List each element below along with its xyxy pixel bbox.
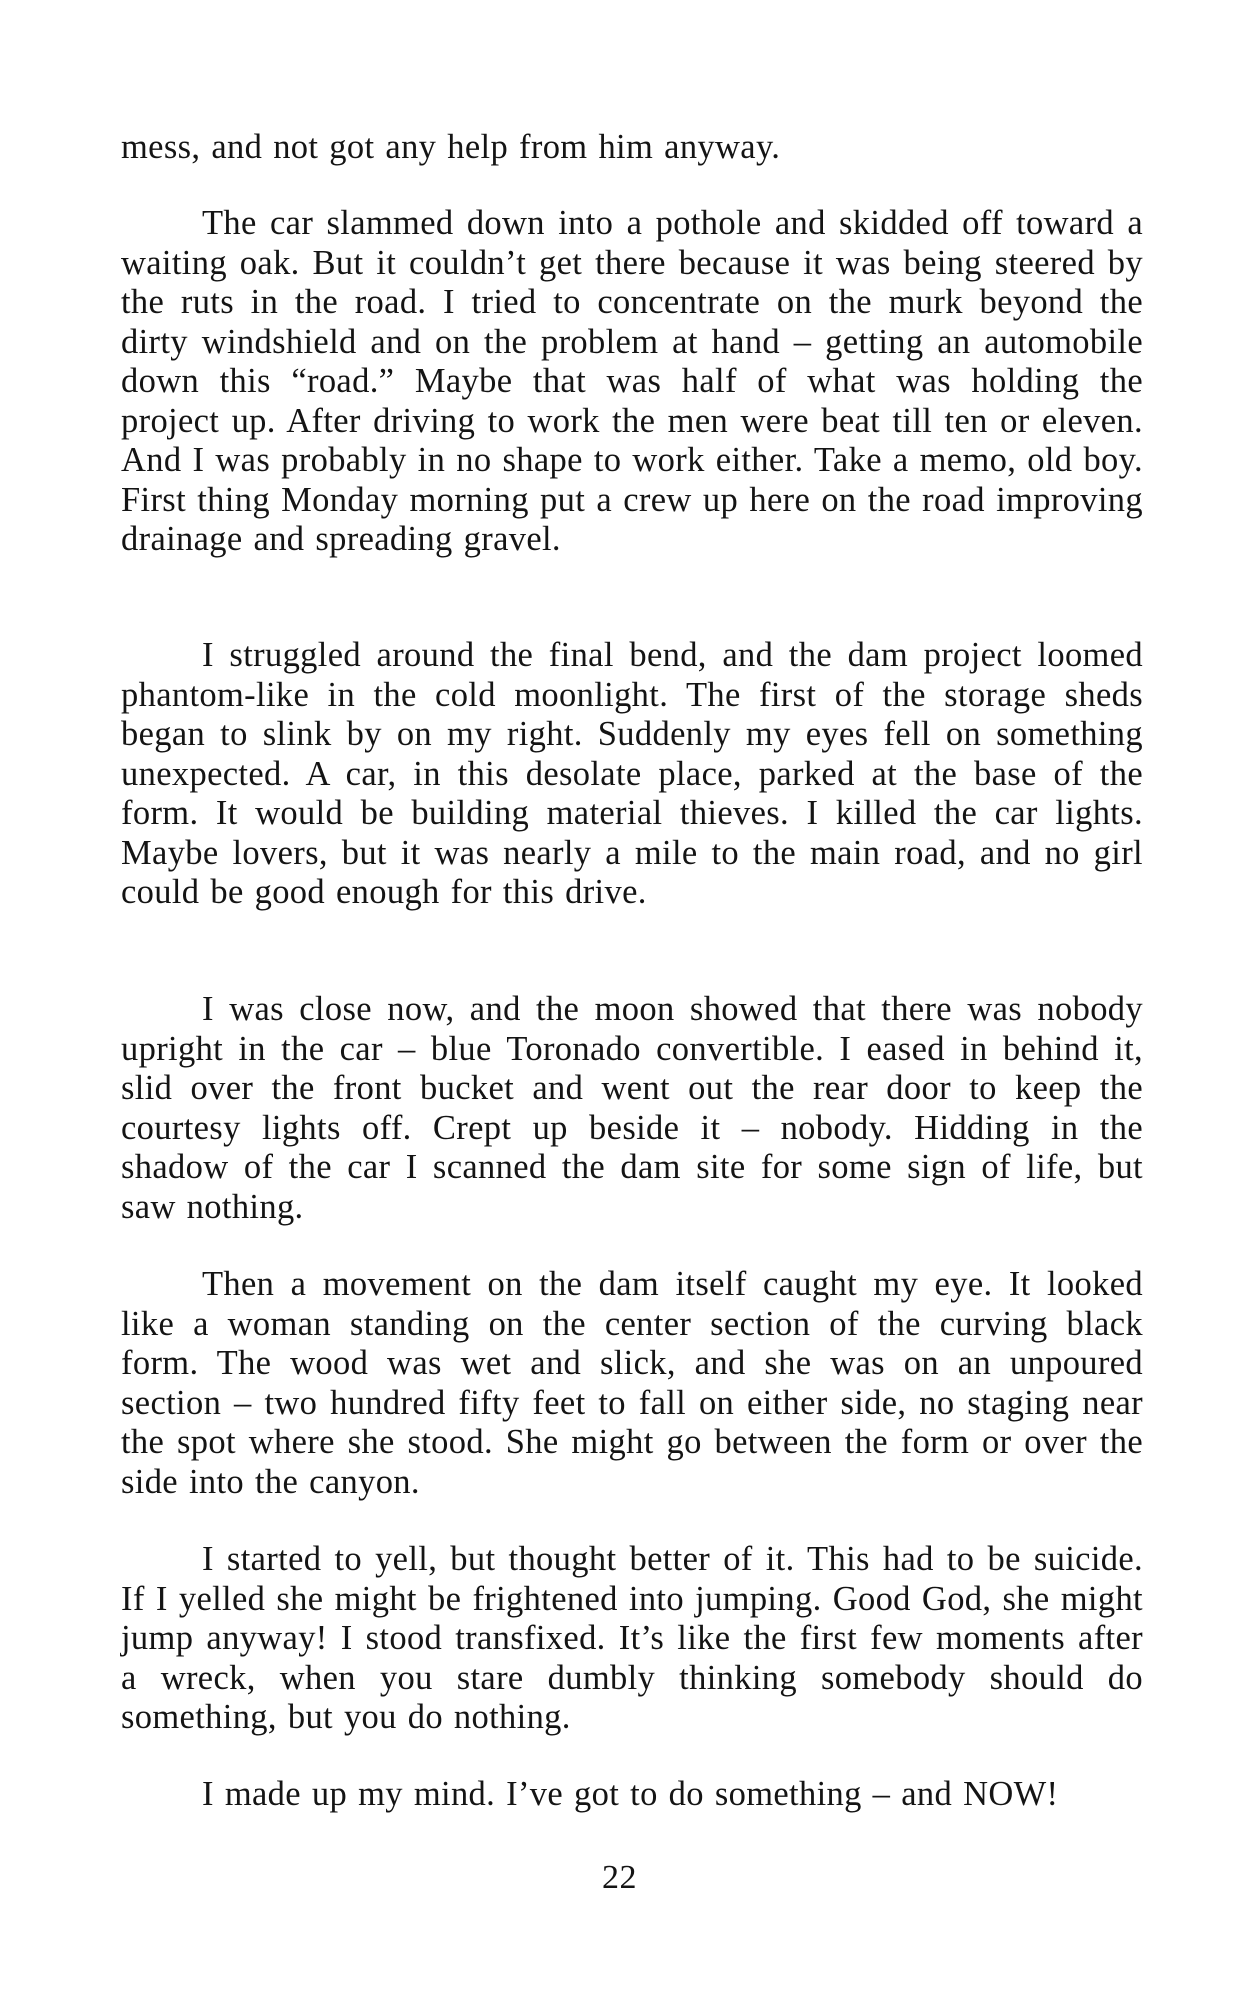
paragraph-made-up-mind: I made up my mind. I’ve got to do something – and NOW!	[202, 1775, 1059, 1813]
paragraph-car-pothole: The car slammed down into a pothole and skidded off toward a waiting oak. But it couldn’t get there because it was being steered by the ruts in the road. I tried to concentrate on the murk beyond the dirty windshield and on the problem at hand – getting an automobile down this “road.” Maybe that was half of what was holding the project up. After driving to work the men were beat till ten or eleven. And I was probably in no shape to work either. Take a memo, old boy. First thing Monday morning put a crew up here on the road improving drainage and spreading gravel.	[121, 204, 1143, 558]
paragraph-final-bend: I struggled around the final bend, and the dam project loomed phantom-like in the cold moonlight. The first of the storage sheds began to slink by on my right. Suddenly my eyes fell on something unexpected. A car, in this desolate place, parked at the base of the form. It would be building material thieves. I killed the car lights. Maybe lovers, but it was nearly a mile to the main road, and no girl could be good enough for this drive.	[121, 636, 1143, 911]
paragraph-started-to-yell: I started to yell, but thought better of it. This had to be suicide. If I yelled she might be frightened into jumping. Good God, she might jump anyway! I stood transfixed. It’s like the first few moments after a wreck, when you stare dumbly thinking somebody should do something, but you do nothing.	[121, 1540, 1143, 1736]
page-number: 22	[602, 1859, 637, 1896]
paragraph-continuation: mess, and not got any help from him anyway.	[121, 128, 781, 166]
paragraph-close-now: I was close now, and the moon showed that there was nobody upright in the car – blue Toronado convertible. I eased in behind it, slid over the front bucket and went out the rear door to keep the courtesy lights off. Crept up beside it – nobody. Hidding in the shadow of the car I scanned the dam site for some sign of life, but saw nothing.	[121, 990, 1143, 1226]
paragraph-movement-on-dam: Then a movement on the dam itself caught my eye. It looked like a woman standing on the center section of the curving black form. The wood was wet and slick, and she was on an unpoured section – two hundred fifty feet to fall on either side, no staging near the spot where she stood. She might go between the form or over the side into the canyon.	[121, 1265, 1143, 1501]
